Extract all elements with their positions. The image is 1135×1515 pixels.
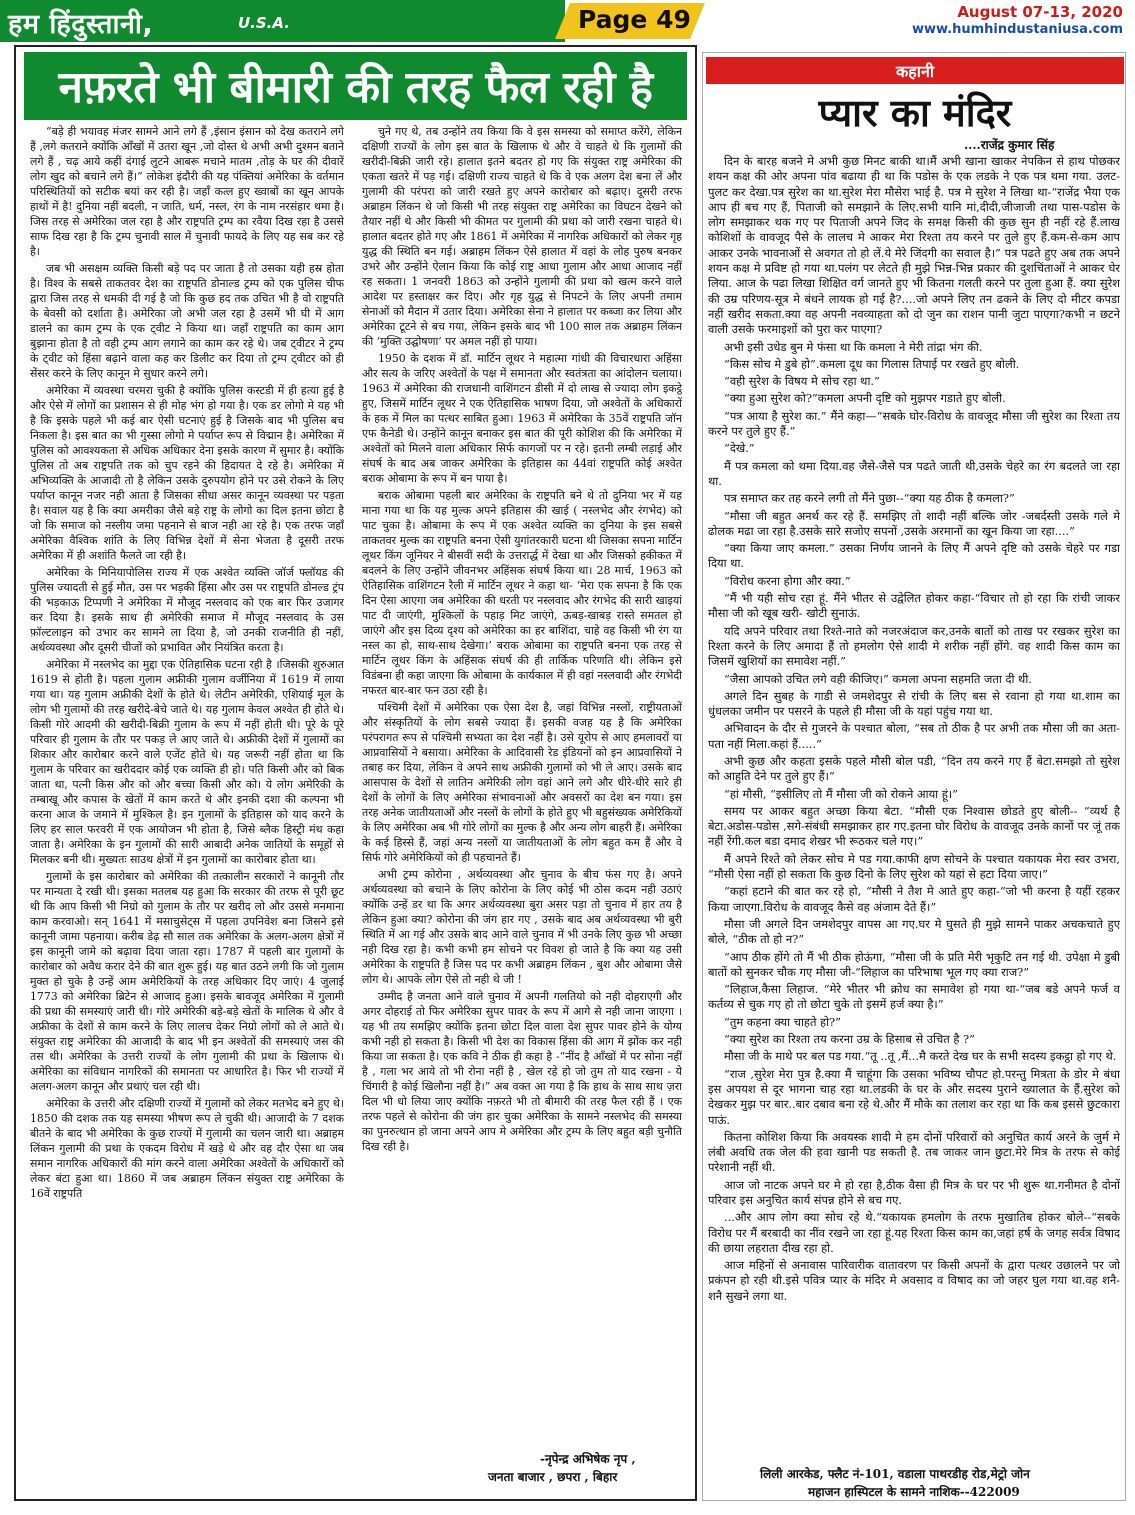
article-paragraph: 1950 के दशक में डॉ. मार्टिन लूथर ने महात्मा गांधी की विचारधारा अहिंसा और सत्य के जरिए अश्वेतों के पक्ष में समानता और स्वतंत्रता का आंदोलन चलाया। 1963 में अमेरिका की राजधानी वाशिंगटन डीसी में दो लाख से ज्यादा लोग इकट्ठे हुए, जिसमें मार्टिन लूथर ने एक ऐतिहासिक भाषण दिया, जो अश्वेतों के अधिकारों के हक में मिल का पत्थर साबित हुआ। 1963 में अमेरिका के 35वें राष्ट्रपति जॉन एफ कैनेडी थे। उन्होंने कानून बनाकर इस बात की पूरी कोशिश की कि अमेरिका में अश्वेतों को मिलने वाला अधिकार सिर्फ कागजों पर न रहे। इतनी लम्बी लड़ाई और संघर्ष के बाद अब जाकर अमेरिका के इतिहास का 44वां राष्ट्रपति कोई अश्वेत बराक ओबामा के रूप में बन पाया है। bbox=[362, 352, 682, 485]
story-paragraph: “क्या किया जाए कमला.” उसका निर्णय जानने के लिए मैं अपने दृष्टि को उसके चेहरे पर गडा दिया था. bbox=[708, 541, 1120, 571]
story-paragraph: “आप ठीक होंगे तो मैं भी ठीक होऊंगा, “मौसा जी के प्रति मेरी भृकुटि तन गई थी. उपेक्षा मे डुबी बातों को सुनकर चौक गए मौसा जी-“लिहाज का परिभाषा भूल गए क्या राज?” bbox=[708, 949, 1120, 979]
story-paragraph: अभी कुछ और कहता इसके पहले मौसी बोल पडी, “दिन तय करने गए हैं बेटा.समझो तो सुरेश को आहुति देने पर तुले हुए हैं।” bbox=[708, 753, 1120, 784]
story-byline: ....राजेंद्र कुमार सिंह bbox=[964, 138, 1055, 152]
article-paragraph: अमेरिका के मिनियापोलिस राज्य में एक अश्वेत व्यक्ति जॉर्ज फ्लॉयड की पुलिस ज्यादती से हुई मौत, उस पर भड़की हिंसा और उस पर राष्ट्रपति डोनल्ड ट्रंप की भड़काऊ टिप्पणी ने अमेरिका में मौजूद नस्लवाद को एक बार फिर उजागर कर दिया है। इसके साथ ही अमेरिकी समाज में मौजूद नस्लवाद के उस फ़ॉल्टलाइन को उभार कर सामने ला दिया है, जो उनकी राजनीति ही नहीं, अर्थव्यवस्था और दूसरी चीजों को प्रभावित और नियंत्रित करता है। bbox=[30, 566, 344, 654]
story-paragraph: “हां मौसी, “इसीलिए तो मैं मौसा जी को रोकने आया हूं।” bbox=[724, 786, 958, 801]
article-paragraph: चुने गए थे, तब उन्होंने तय किया कि वे इस समस्या को समाप्त करेंगे, लेकिन दक्षिणी राज्यों के लोग इस बात के खिलाफ थे और वे चाहते थे कि गुलामों की खरीदी-बिक्री जारी रहे। हालात इतने बदतर हो गए कि संयुक्त राष्ट्र अमेरिका की एकता खतरे में पड़ गई। दक्षिणी राज्य चाहते थे कि वे एक अलग देश बना लें और गुलामी की परंपरा को जारी रखते हुए अपने कारोबार को बढ़ाए। दूसरी तरफ अब्राहम लिंकन थे जो किसी भी तरह संयुक्त राष्ट्र अमेरिका का विघटन देखने को तैयार नहीं थे और किसी भी कीमत पर गुलामी की प्रथा को जारी रखना चाहते थे। हालात बदतर होते गए और 1861 में अमेरिका में नागरिक अधिकारों को लेकर गृह युद्ध की स्थिति बन गई। अब्राहम लिंकन ऐसे हालात में वहां के लोह पुरुष बनकर उभरे और उन्होंने ऐलान किया कि कोई राष्ट्र आधा गुलाम और आधा आजाद नहीं रह सकता। 1 जनवरी 1863 को उन्होंने गुलामी की प्रथा को खत्म करने वाले आदेश पर हस्ताक्षर कर दिए। और गृह युद्ध से निपटने के लिए अपनी तमाम सेनाओं को मैदान में उतार दिया। अमेरिका सेना ने हालात पर कब्जा कर लिया और अमेरिका टूटने से बच गया, लेकिन इसके बाद भी 100 साल तक अब्राहम लिंकन की ‘मुक्ति उद्घोषणा’ पर अमल नहीं हो पाया। bbox=[362, 125, 682, 348]
story-body bbox=[708, 154, 1120, 1444]
story-paragraph: “किस सोच मे डुबे हो”.कमला दूध का गिलास तिपाई पर रखते हुए बोली. bbox=[724, 356, 1020, 371]
story-paragraph: “वही सुरेश के विषय मे सोच रहा था.” bbox=[724, 374, 880, 389]
author-name: -नृपेन्द्र अभिषेक नृप , bbox=[540, 1452, 636, 1466]
author-address-line-2: महाजन हास्पिटल के सामने नाशिक--422009 bbox=[808, 1485, 1020, 1499]
story-paragraph: “मौसा जी बहुत अनर्थ कर रहे हैं. समझिए तो शादी नहीं बल्कि जोर -जबर्दस्ती उसके गले मे ढोलक मढा जा रहा है.उसके सारे सजोए सपनों ,उसके अरमानों का खून किया जा रहा....” bbox=[708, 508, 1120, 538]
story-paragraph: कितना कोशिश किया कि अवयस्क शादी मे हम दोनों परिवारों को अनुचित कार्य अरने के जुर्म मे लंबी अवधि तक जेल की हवा खानी पड सकती है. तब जाकर जान छुटा.मेरे मित्र के तरफ से कोई परेशानी नहीं थी. bbox=[708, 1129, 1120, 1175]
story-paragraph: दिन के बारह बजने मे अभी कुछ मिनट बाकी था।मैं अभी खाना खाकर नेपकिन से हाथ पोछकर शयन कक्ष की ओर अपना पांव बढाया ही था कि पडोस के एक लडके ने एक पत्र थमा गया. उलट-पुलट कर देखा.पत्र सुरेश का था.सुरेश मेरा मौसेरा भाई है. पत्र मे सुरेश ने लिखा था-“राजेंद्र भैया एक आप ही बच गए हैं, पिताजी को समझाने के लिए.सभी यानि मां,दीदी,जीजाजी तथा पास-पडोस के लोग समझाकर थक गए पर पिताजी अपने जिद के समक्ष किसी की कुछ सुन ही नहीं रहे हैं.लाख कोशिशों के वावजूद पैसे के लालच मे आकर मेरा रिश्ता तय करने पर तुले हुए हैं.कम-से-कम आप आकर उनके भावनाओं से अवगत तो हो लें.ये मेरे जिंदगी का सवाल है।” पत्र पढते हुए अब तक अपने शयन कक्ष मे प्रविष्ट हो गया था.पलंग पर लेटते ही मुझे भिन्न-भिन्न प्रकार की दुशचिंताओं ने आकर घेर लिया. आज के पढा लिखा शिक्षित वर्ग जानते हुए भी कितना गलती करने पर तुला हुआ हैं. क्या सुरेश की उम्र परिणय-सूत्र मे बंधने लायक हो गई है?....जो अपने लिए तन ढकने के लिए दो मीटर कपडा नहीं खरीद सकता.क्या वह अपनी नवव्याहता को दो जुन का राशन पानी जुटा पाएगा?कभी न छटने वाली उसके फरमाइशों को पुरा कर पाएगा? bbox=[708, 154, 1120, 337]
story-paragraph: आज जो नाटक अपने घर मे हो रहा है,ठीक वैसा ही मित्र के घर पर भी शुरू था.गनीमत है दोनों परिवार इस अनुचित कार्य संपन्न होने से बच गए. bbox=[708, 1177, 1120, 1207]
page-number: Page 49 bbox=[578, 5, 691, 34]
story-paragraph: मौसा जी अगले दिन जमशेदपुर वापस आ गए.घर मे घुसते ही मुझे सामने पाकर अचकचाते हुए बोले, “ठीक तो हो न?” bbox=[708, 916, 1120, 947]
story-title: प्यार का मंदिर bbox=[818, 91, 1012, 135]
publication-region: U.S.A. bbox=[238, 14, 290, 32]
article-paragraph: अमेरिका में व्यवस्था चरमरा चुकी है क्योंकि पुलिस कस्टडी में ही हत्या हुई है और ऐसे में लोगों का प्रशासन से ही मोह भंग हो गया है। एक डर लोगो मे यह भी है कि इसके पहले भी कई बार ऐसी घटनाएं हुई है जिसके बाद भी पुलिस बच निकला है। इस बात का भी गुस्सा लोगो मे पर्याप्त रूप से विद्मान है। अमेरिका में पुलिस को आवश्यकता से अधिक अधिकार देना इसके कारण में सुमार है। क्योंकि पुलिस तो अब राष्ट्रपति तक को चुप रहने की हिदायत दे रहे है। अमेरिका में अभिव्यक्ति के आजादी तो है लेकिन उसके दुरुपयोग होने पर उसे रोकने के लिए पर्याप्त कानून नजर नही आता है जिसका सीधा असर कानून व्यवस्था पर पड़ता है। सवाल यह है कि क्या अमरीका जैसे बड़े राष्ट्र के लोगो का दिल इतना छोटा है जो कि समाज को नस्लीय जमा पहनाने से बाज नही आ रहे है। एक तरफ जहाँ अमेरिका वैश्विक शांति के लिए विभिन्न देशों में सेना भेजता है दूसरी तरफ अमेरिका में ही अशांति फैलते जा रही है। bbox=[30, 384, 344, 562]
story-paragraph: “पत्र आया है सुरेश का.” मैंने कहा—“सबके घोर-विरोध के वावजूद मौसा जी सुरेश का रिश्ता तय करने पर तुले हुए हैं.” bbox=[708, 408, 1120, 439]
article-paragraph: बराक ओबामा पहली बार अमेरिका के राष्ट्रपति बने थे तो दुनिया भर में यह माना गया था कि यह मुल्क अपने इतिहास की खाई ( नस्लभेद और रंगभेद) को पाट चुका है। ओबामा के रूप में एक अश्वेत व्यक्ति का दुनिया के इस सबसे ताकतवर मुल्क का राष्ट्रपति बनना ऐसी युगांतरकारी घटना थी जिसका सपना मार्टिन लूथर किंग जूनियर ने बीसवीं सदी के उत्तरार्द्ध में देखा था और जिसको हकीकत में बदलने के लिए उन्होंने जीवनभर अहिंसक संघर्ष किया था। 28 मार्च, 1963 को ऐतिहासिक वाशिंगटन रैली में मार्टिन लूथर ने कहा था- ‘मेरा एक सपना है कि एक दिन ऐसा आएगा जब अमेरिका की धरती पर नस्लवाद और रंगभेद की सारी खाइयां पाट दी जाएंगी, मुश्किलों के पहाड़ मिट जाएंगे, ऊबड़-खाबड़ रास्ते समतल हो जाएंगे और इस दिव्य दृश्य को अमेरिका का हर बाशिंदा, चाहे वह किसी भी रंग या नस्ल का हो, साथ-साथ देखेगा।’ बराक ओबामा का राष्ट्रपति बनना एक तरह से मार्टिन लूथर किंग के अहिंसक संघर्ष की ही तार्किक परिणति थी। लेकिन इसे विडंबना ही कहा जाएगा कि ओबामा के कार्यकाल में ही वहां नस्लवादी और रंगभेदी नफरत बार-बार फन उठा रही है। bbox=[362, 489, 682, 697]
article-headline: नफ़रते भी बीमारी की तरह फैल रही है bbox=[58, 62, 653, 113]
article-paragraph: अमेरिका में नस्लभेद का मुद्दा एक ऐतिहासिक घटना रही है ।जिसकी शुरुआत 1619 से होती है। पहला गुलाम अफ्रीकी गुलाम वर्जीनिया में 1619 में लाया गया था। यह गुलाम अफ्रीकी देशों के होते थे। लेटीन अमेरिकी, एशियाई मूल के लोग भी गुलामों की तरह खरीदे-बेचे जाते थे। यह गुलाम केवल अश्वेत ही होते थे। किसी गोरे आदमी की खरीदी-बिक्री गुलाम के रूप में नहीं होती थी। पूरे के पूरे परिवार ही गुलाम के तौर पर पकड़ ले आए जाते थे। अफ्रीकी देशों में गुलामों का शिकार और कारोबार करने वाले एजेंट होते थे। यह जरूरी नहीं होता था कि गुलाम के परिवार का खरीददार कोई एक व्यक्ति ही हो। पति किसी और को बिक जाता था, पत्नी किस और को और बच्चा किसी और को। ये लोग अमेरिकी के तम्बाखू और कपास के खेतों में काम करते थे और इनकी दशा की कल्पना भी करना आज के जमाने में मुश्किल है। इन गुलामों के इतिहास को याद करने के लिए हर साल फरवरी में एक आयोजन भी होता है, जिसे ब्लैक हिस्ट्री मंथ कहा जाता है। अमेरिका के इन गुलामों की सारी आबादी अनेक जातियों के समूहों से मिलकर बनी थी। मुख्यतः साउथ क्षेत्रों में इन गुलामों का कारोबार होता था। bbox=[30, 658, 344, 866]
article-paragraph: पश्चिमी देशों में अमेरिका एक ऐसा देश है, जहां विभिन्न नस्लों, राष्ट्रीयताओं और संस्कृतियों के लोग सबसे ज्यादा हैं। इसकी वजह यह है कि अमेरिका परंपरागत रूप से पश्चिमी सभ्यता का देश नहीं है। उसे यूरोप से आए हमलावरों या आप्रवासियों ने बसाया। अमेरिका के आदिवासी रेड इंडियनों को इन आप्रवासियों ने तबाह कर दिया, लेकिन वे अपने साथ अफ्रीकी गुलामों को भी ले आए। उसके बाद आसपास के देशों से लातिन अमेरिकी लोग वहां आने लगे और धीरे-धीरे सारे ही देशों के लोगों के लिए अमेरिका संभावनाओं और अवसरों का देश बन गया। इस तरह अनेक जातीयताओं और नस्लों के लोगों के होते हुए भी बहुसंख्यक अमेरिकियों के लिए अमेरिका अब भी गोरे लोगों का मुल्क है और अन्य लोग बाहरी हैं। अमेरिका के कई हिस्से हैं, जहां अन्य नस्लों या जातीयताओं के लोग बहुत कम हैं और वे सिर्फ गोरे अमेरिकियों को ही पहचानते हैं। bbox=[362, 701, 682, 864]
story-paragraph: मौसा जी के माथे पर बल पड गया.“तू ..तू ,मैं...मै करते देख घर के सभी सदस्य इकट्ठा हो गए थे. bbox=[724, 1049, 1117, 1064]
website-link[interactable]: www.humhindustaniusa.com bbox=[911, 22, 1123, 37]
story-kicker: कहानी bbox=[896, 62, 934, 81]
masthead bbox=[0, 0, 1135, 42]
article-paragraph: गुलामों के इस कारोबार को अमेरिका की तत्कालीन सरकारों ने कानूनी तौर पर मान्यता दे रखी थी। इसका मतलब यह हुआ कि सरकार की तरफ से पूरी छूट थी कि आप किसी भी निग्रो को गुलाम के तौर पर खरीद लो और उससे मनमाना काम करवाओ। सन् 1641 में मसाचुसेट्स में पहला उपनिवेश बना जिसने इसे कानूनी जामा पहनाया। करीब डेढ़ सौ साल तक अमेरिका के अलग-अलग क्षेत्रों में इस कानूनी जामे को बढ़ावा दिया जाता रहा। 1787 में पहली बार गुलामों के कारोबार को अवैध करार देने की बात शुरू हुई। यह बात उठने लगी कि जो गुलाम मुक्त हो चुके है उन्हें आम अमेरिकियों के तरह अधिकार दिए जाएं। 4 जुलाई 1773 को अमेरिका ब्रिटेन से आजाद हुआ। इसके बावजूद अमेरिका में गुलामी की प्रथा की समस्याएं जारी थी। गोरे अमेरिकी बड़े-बड़े खेतों के मालिक थे और वे अफ्रीका के देशों से काम करने के लिए लालच देकर निग्रो लोगों को ले आते थे। संयुक्त राष्ट्र अमेरिका की आजादी के बाद भी इन अश्वेतों की समस्याएं जस की तस थी। अमेरिका के उत्तरी राज्यों के लोग गुलामी की प्रथा के खिलाफ थे। अमेरिका का संविधान नागरिकों की समानता पर आधारित है। फिर भी राज्यों में अलग-अलग कानून और प्रथाएं चल रही थी। bbox=[30, 870, 344, 1093]
story-paragraph: “देखे.” bbox=[724, 441, 755, 456]
issue-date: August 07-13, 2020 bbox=[957, 3, 1123, 21]
article-paragraph: जब भी असक्षम व्यक्ति किसी बड़े पद पर जाता है तो उसका यही हस्र होता है। विश्व के सबसे ताकतवर देश का राष्ट्रपति डोनाल्ड ट्रम्प को एक पुलिस चीफ द्वारा जिस तरह से धमकी दी गई है जो कि कुछ हद तक उचित भी है वो राष्ट्रपति के बेवसी को दर्शाता है। अमेरिका जो अभी जल रहा है उसमें भी घी में आग डालने का काम ट्रम्प के एक ट्वीट ने किया था। जहाँ राष्ट्रपति का काम आग बुझाना होता है तो वही ट्रम्प आग लगाने का काम कर रहे थे। जब ट्वीटर ने ट्रम्प के ट्वीट को हिंसा बढ़ाने वाला कह कर डिलीट कर दिया तो ट्रम्प ट्वीटर को ही सेंसर करने के लिए कानून मे सुधार करने लगे। bbox=[30, 262, 344, 380]
story-paragraph: आज महिनों से अनावास पारिवारीक वातावरण पर किसी अपनों के द्वारा पत्थर उछालने पर जो प्रकंपन हो रही थी.इसे पवित्र प्यार के मंदिर मे अवसाद व विषाद का जो जहर घुल गया था.वह शनै-शनै सुखने लगा था. bbox=[708, 1258, 1120, 1303]
story-paragraph: “लिहाज,कैसा लिहाज. “मेरे भीतर भी क्रोध का समावेश हो गया था-“जब बडे अपने फर्ज व कर्तव्य से चुक गए हो तो छोटा चुके तो इसमें हर्ज क्या है।” bbox=[708, 982, 1120, 1012]
story-paragraph: “विरोध करना होगा और क्या.” bbox=[724, 573, 851, 588]
article-paragraph: अमेरिका के उत्तरी और दक्षिणी राज्यों में गुलामों को लेकर मतभेद बने हुए थे। 1850 की दशक तक यह समस्या भीषण रूप ले चुकी थी। आजादी के 7 दशक बीतने के बाद भी अमेरिका के कुछ राज्यों में गुलामी का चलन जारी था। अब्राहम लिंकन गुलामी की प्रथा के एकदम विरोध में खड़े थे और वह दौर ऐसा था जब समान नागरिक अधिकारों की मांग करने वाला अमेरिका अश्वेतों के अधिकारों को लेकर बंटा हुआ था। 1860 में जब अब्राहम लिंकन संयुक्त राष्ट्र अमेरिका के 16वें राष्ट्रपति bbox=[30, 1097, 344, 1200]
story-paragraph: अभी इसी उधेड बुन मे फंसा था कि कमला ने मेरी तांद्रा भंग की. bbox=[724, 339, 983, 354]
article-column-1 bbox=[30, 124, 344, 1499]
story-paragraph: समय पर आकर बहुत अच्छा किया बेटा. “मौसी एक निश्वास छोडते हुए बोली-- “व्यर्थ है बेटा.अडोस-पडोस ,सगे-संबंधी समझाकर हार गए.इतना घोर विरोध के वावजूद उनके कानों पर जूं तक नहीं रेंगी.कल बडा दमाद शेखर भी रूठकर चले गए।” bbox=[708, 803, 1120, 849]
story-paragraph: अभिवादन के दौर से गुजरने के पश्चात बोला, “सब तो ठीक है पर अभी तक मौसा जी का अता-पता नहीं मिला.कहां हैं.....” bbox=[708, 721, 1120, 751]
story-paragraph: अगले दिन सुबह के गाडी से जमशेदपुर से रांची के लिए बस से रवाना हो गया था.शाम का धुंधलका जमीन पर पसरने के पहले ही मौसा जी के यहां पहुंच गया था. bbox=[708, 688, 1120, 719]
article-paragraph: अभी ट्रम्प कोरोना , अर्थव्यवस्था और चुनाव के बीच फंस गए है। अपने अर्थव्यवस्था को बचाने के लिए कोरोना के लिए कोई भी ठोस कदम नही उठाएं क्योंकि उन्हें डर था कि अगर अर्थव्यवस्था बुरा असर पड़ा तो चुनाव में हार तय है लेकिन हुआ क्या? कोरोना की जंग हार गए , उसके बाद अब अर्थव्यवस्था भी बुरी स्थिति में आ गई और उसके बाद आने वाले चुनाव में भी उनके लिए कुछ भी अच्छा नही दिख रहा है। कभी कभी हम सोचने पर विवश हो जाते है कि क्या यह उसी अमेरिका के राष्ट्रपति है जिस पद पर कभी अब्राहम लिंकन , बुश और ओबामा जैसे लोग थे। आपके लोग ऐसे तो नही थे जी ! bbox=[362, 868, 682, 986]
story-paragraph: “राज ,सुरेश मेरा पुत्र है.क्या मैं चाहूंगा कि उसका भविष्य चौपट हो.परन्तु मित्रता के डोर मे बंधा इस अपयश से दूर भागना चाह रहा था.लडकी के घर के और सदस्य पुराने ख्यालात के हैं.सुरेश को देखकर मुझ पर बार..बार दबाव बना रहे थे.और मैं मौके का तलाश कर रहा था कि कब इससे छुटकारा पाऊं. bbox=[708, 1066, 1120, 1127]
story-paragraph: ...और आप लोग क्या सोच रहे थे.“यकायक हमलोग के तरफ मुखातिब होकर बोले--“सबके विरोध पर मैं बरबादी का नींव रखने जा रहा हूं.यह रिश्ता किस काम का,जहां हर्ष के जगह सर्वत्र विषाद की छाया लहराता दीख रहा हो. bbox=[708, 1210, 1120, 1255]
story-paragraph: “मैं भी यही सोच रहा हूं. मैंने भीतर से उद्वेलित होकर कहा-“विचार तो हो रहा कि रांची जाकर मौसा जी को खूब खरी- खोटी सुनाऊं. bbox=[708, 591, 1120, 621]
story-paragraph: “कहां हटाने की बात कर रहे हो, “मौसी ने तैश मे आते हुए कहा-“जो भी करना है यहीं रहकर किया जाएगा.विरोध के वावजूद कैसे वह अंजाम देते हैं।” bbox=[708, 884, 1120, 914]
author-address-line-1: लिली आरकेड, फ्लैट नं-101, वडाला पाथरडीह रोड,मेट्रो जोन bbox=[760, 1467, 1030, 1481]
article-paragraph: “बड़े ही भयावह मंजर सामने आने लगे हैं ,इंसान इंसान को देख कतराने लगे हैं ,लगे कतराने क्योंकि आँखों में उतरा खून ,जो दोस्त थे अभी अभी दुश्मन बताने लगे हैं , चढ़ आये कहीं दंगाई लुटने आबरू मचाने मातम ,तोड़ के घर की दीवारें लोग खुद को बचाने लगे हैं।” लोकेश इंदौरी की यह पंक्तियां अमेरिका के वर्तमान परिस्थितियों को सटीक बयां कर रही है। जहाँ कत्ल हुए ख्वाबों का खून आपके हाथों में है! दुनिया नहीं बदली, न जाति, धर्म, नस्ल, रंग के नाम नरसंहार थमा है। जिस तरह से अमेरिका जल रहा है और राष्ट्रपति ट्रम्प का रवैया दिख रहा है उससे साफ दिख रहा है कि ट्रम्प चुनावी साल में चुनावी फायदे के लिए यह सब कर रहे है। bbox=[30, 125, 344, 258]
story-paragraph: “क्या सुरेश का रिश्ता तय करना उम्र के हिसाब से उचित है ?” bbox=[724, 1032, 975, 1047]
publication-title: हम हिंदुस्तानी, bbox=[8, 9, 154, 40]
story-paragraph: मैं अपने रिश्ते को लेकर सोच मे पड गया.काफी क्षण सोचने के पश्चात यकायक मेरा स्वर उभरा, “मौसी ऐसा नहीं हो सकता कि कुछ दिनो के लिए सुरेश को यहां से हटा दिया जाए।” bbox=[708, 851, 1120, 882]
article-paragraph: उम्मीद है जनता आने वाले चुनाव में अपनी गलतियो को नही दोहराएगी और अगर दोहराई तो फिर अमेरिका सुपर पावर के रूप में आगे से नही जाना जाएगा । यह भी तय समझिए क्योंकि इतना छोटा दिल वाला देश सुपर पावर होने के योग्य कभी नही हो सकता है। किसी भी देश का विकास हिंसा की आग में झोंक कर नही किया जा सकता है। एक कवि ने ठीक ही कहा है -“नींद है आँखों में पर सोना नहीं है , गला भर आये तो भी रोना नहीं है , खेल रहे हो जो तुम तो याद रखना - ये चिंगारी है कोई खिलौना नहीं है।” अब वक्त आ गया है कि हाथ के साथ साथ ज़रा दिल भी धो लिया जाए क्योंकि नफ़रते भी तो बीमारी की तरह फैल रही हैं । एक तरफ पहले से कोरोना की जंग हार चुका अमेरिका के सामने नस्लभेद की समस्या का पुनरुत्थान हो जाना अपने आप मे अमेरिका और ट्रम्प के लिए बहुत बड़ी चुनौति दिख रही है। bbox=[362, 990, 682, 1153]
article-column-2 bbox=[362, 124, 682, 1446]
story-paragraph: “जैसा आपको उचित लगे वही कीजिए।” कमला अपना सहमति जता दी थी. bbox=[724, 671, 1032, 686]
author-location: जनता बाजार , छपरा , बिहार bbox=[488, 1470, 618, 1484]
story-paragraph: पत्र समाप्त कर तह करने लगी तो मैंने पुछा--“क्या यह ठीक है कमला?” bbox=[724, 491, 1015, 506]
story-paragraph: “तुम कहना क्या चाहते हो?” bbox=[724, 1014, 841, 1029]
story-paragraph: “क्या हुआ सुरेश को?”कमला अपनी दृष्टि को मुझपर गडाते हुए बोली. bbox=[724, 391, 1006, 406]
story-paragraph: मैं पत्र कमला को थमा दिया.वह जैसे-जैसे पत्र पढते जाती थी,उसके चेहरे का रंग बदलते जा रहा था. bbox=[708, 458, 1120, 488]
story-paragraph: यदि अपने परिवार तथा रिश्ते-नाते को नजरअंदाज कर,उनके बातों को ताख पर रखकर सुरेश का रिश्ता करने के लिए अमादा हैं तो हमलोग ऐसे शादी मे शरीक नहीं होंगे. वह शादी किस काम का जिसमें खुशियों का समावेश नहीं.” bbox=[708, 623, 1120, 669]
